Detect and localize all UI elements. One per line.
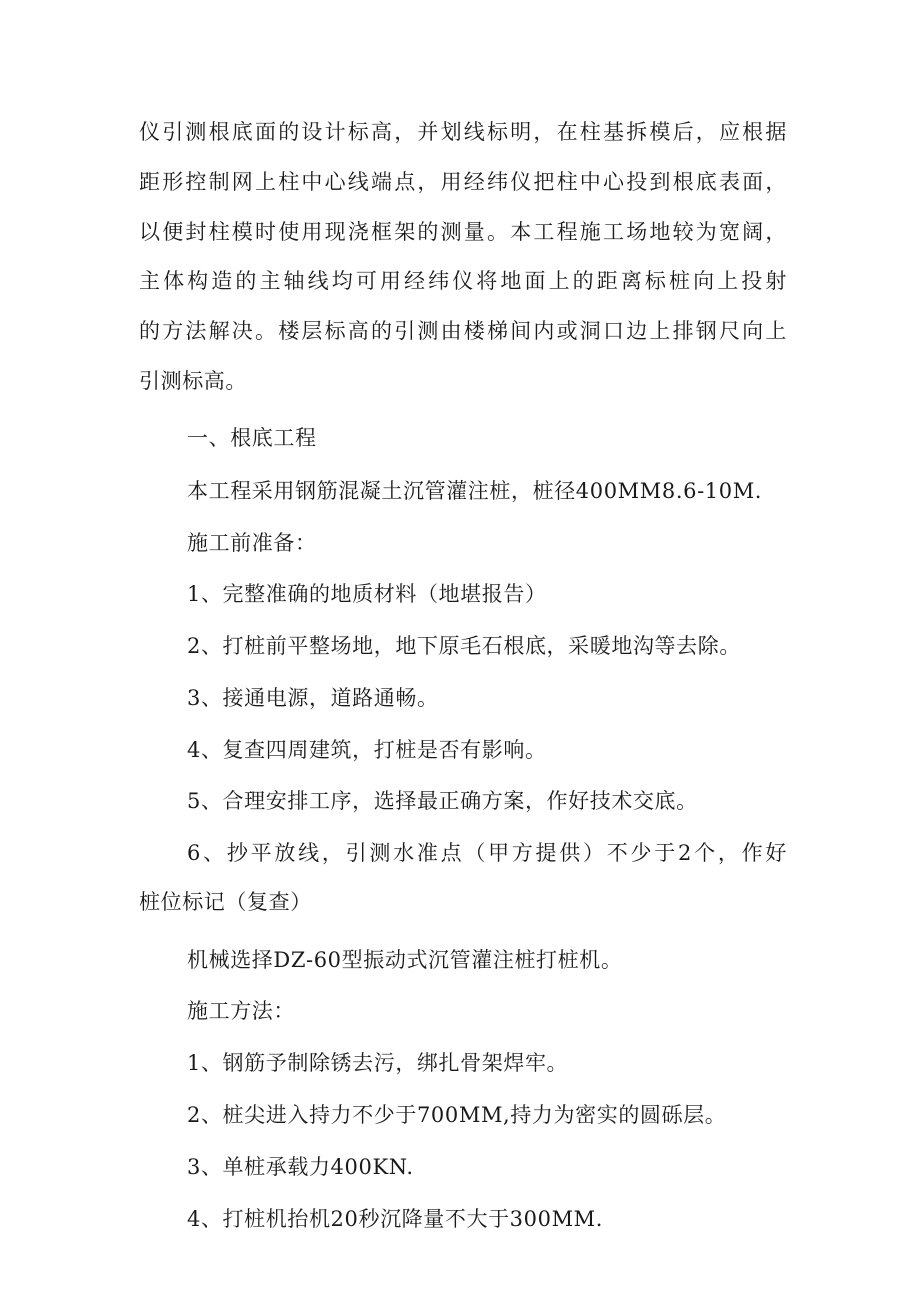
pile-description: 本工程采用钢筋混凝土沉管灌注桩，桩径400MM8.6-10M.	[187, 479, 763, 503]
method-item: 1、钢筋予制除锈去污，绑扎骨架焊牢。	[187, 1051, 569, 1075]
method-heading: 施工方法：	[187, 999, 295, 1023]
paragraph-line: 以便封柱模时使用现浇框架的测量。本工程施工场地较为宽阔，	[139, 220, 787, 244]
prep-heading: 施工前准备：	[187, 531, 317, 555]
paragraph-line: 的方法解决。楼层标高的引测由楼梯间内或洞口边上排钢尺向上	[139, 319, 787, 343]
prep-item: 2、打桩前平整场地，地下原毛石根底，采暖地沟等去除。	[187, 634, 741, 658]
section-heading: 一、根底工程	[187, 426, 317, 450]
paragraph-line: 引测标高。	[139, 369, 247, 393]
prep-item: 1、完整准确的地质材料（地堪报告）	[187, 582, 547, 606]
prep-item: 5、合理安排工序，选择最正确方案，作好技术交底。	[187, 789, 698, 813]
method-item: 2、桩尖进入持力不少于700MM,持力为密实的圆砾层。	[187, 1103, 727, 1127]
method-item: 4、打桩机抬机20秒沉降量不大于300MM.	[187, 1207, 604, 1231]
prep-item: 4、复查四周建筑，打桩是否有影响。	[187, 738, 547, 762]
paragraph-line: 距形控制网上柱中心线端点，用经纬仪把柱中心投到根底表面，	[139, 170, 787, 194]
paragraph-line: 仪引测根底面的设计标高，并划线标明，在柱基拆模后，应根据	[139, 120, 787, 144]
paragraph-line: 主体构造的主轴线均可用经纬仪将地面上的距离标桩向上投射	[139, 269, 787, 293]
prep-item: 3、接通电源，道路通畅。	[187, 686, 439, 710]
prep-item-line: 6、抄平放线，引测水准点（甲方提供）不少于2个，作好	[187, 841, 787, 865]
method-item: 3、单桩承载力400KN.	[187, 1155, 414, 1179]
prep-item-line: 桩位标记（复查）	[139, 890, 312, 914]
machine-selection: 机械选择DZ-60型振动式沉管灌注桩打桩机。	[187, 948, 623, 972]
